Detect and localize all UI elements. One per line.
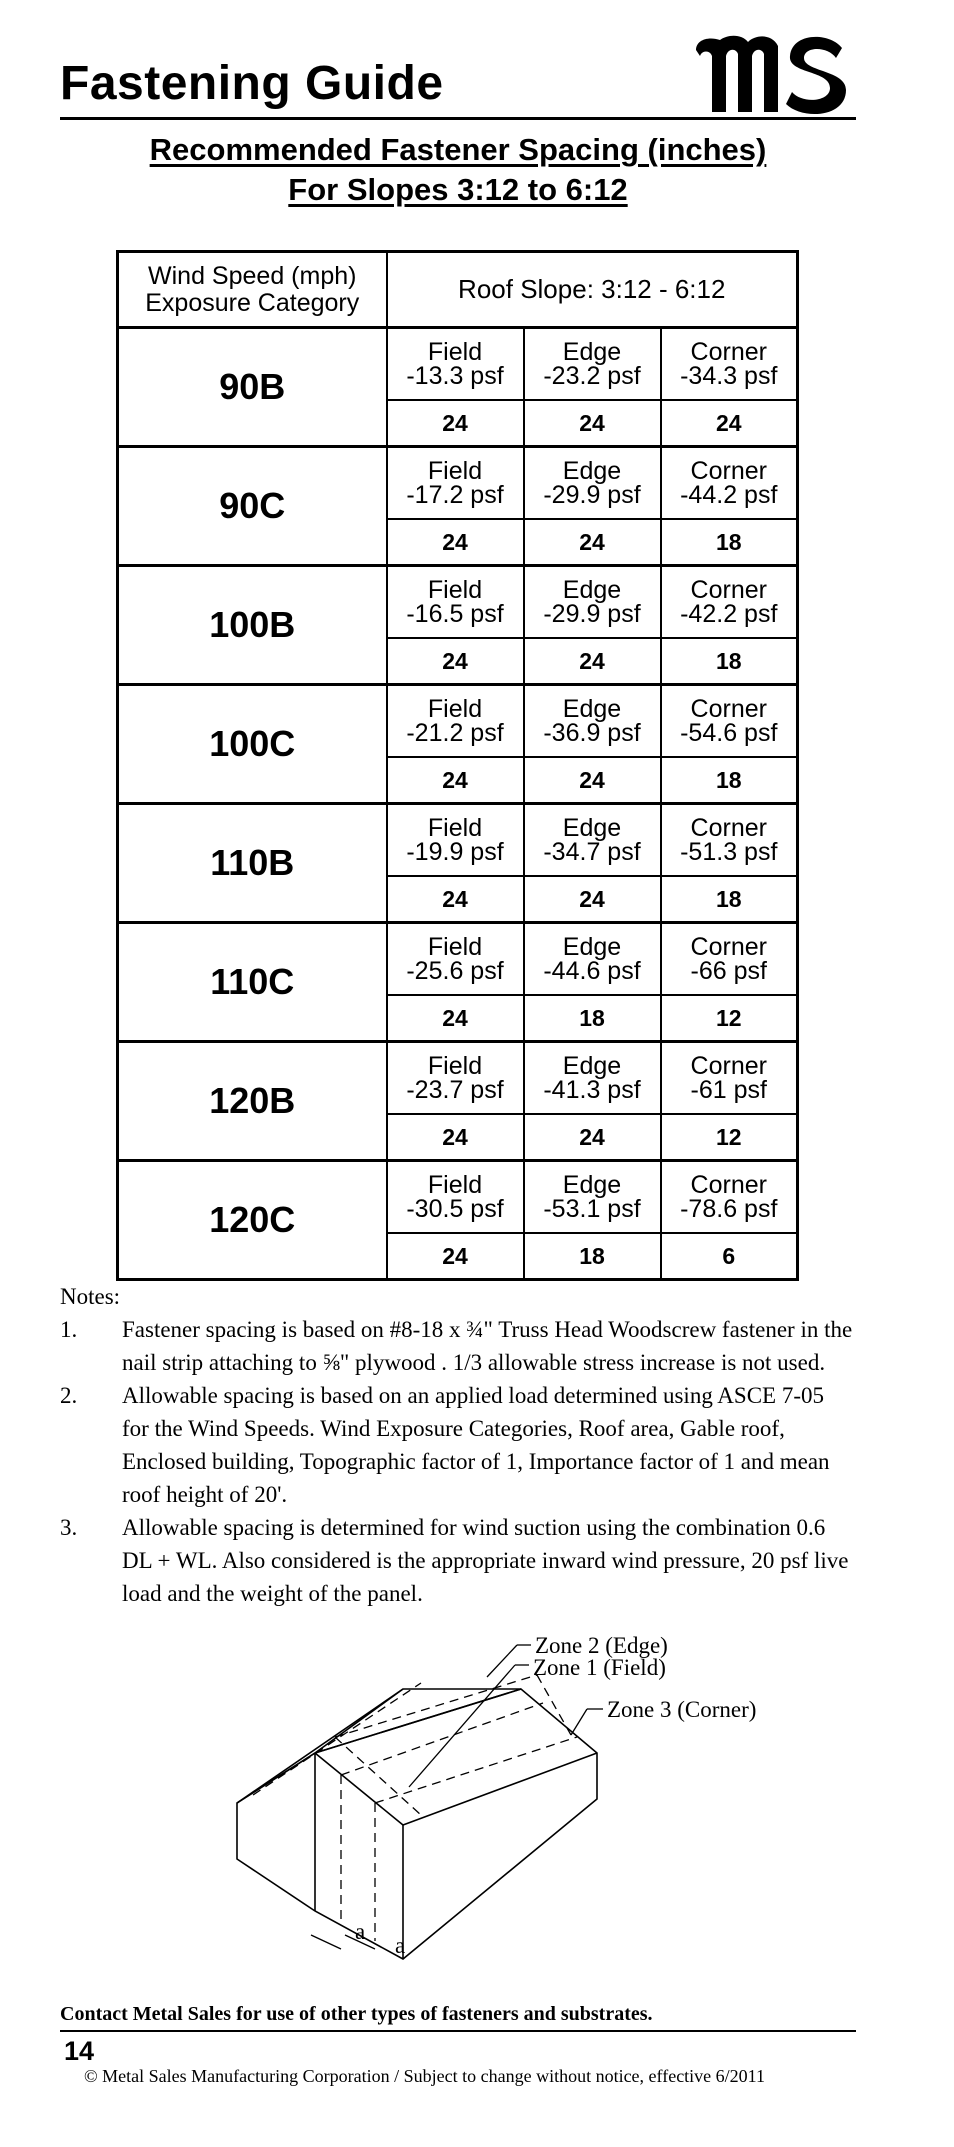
- note-item: [60, 1511, 856, 1610]
- zone-pressure-cell: [661, 685, 798, 758]
- zone-pressure: -25.6 psf: [406, 957, 504, 985]
- fastener-spacing-table: [116, 250, 799, 1281]
- zone-pressure: -13.3 psf: [406, 362, 504, 390]
- zone-name: Field: [427, 1052, 483, 1080]
- zone-pressure-cell: [661, 328, 798, 401]
- header-roof-slope: Roof Slope: 3:12 - 6:12: [387, 252, 798, 328]
- zone-pressure-cell: [661, 923, 798, 996]
- spacing-value-cell: 12: [661, 1114, 798, 1161]
- zone-name: Corner: [690, 1052, 767, 1080]
- spacing-value-cell: 18: [661, 876, 798, 923]
- zone-3-label: Zone 3 (Corner): [607, 1697, 757, 1722]
- zone-pressure-cell: [387, 447, 524, 520]
- wind-exposure-cell: 100C: [118, 685, 387, 804]
- wind-exposure-cell: 90B: [118, 328, 387, 447]
- zone-pressure-cell: [661, 1161, 798, 1234]
- zone-pressure: -34.3 psf: [680, 362, 778, 390]
- zone-name: Edge: [562, 1171, 622, 1199]
- dimension-a-right: a: [395, 1933, 406, 1958]
- zone-name: Field: [427, 695, 483, 723]
- zone-2-label: Zone 2 (Edge): [535, 1635, 668, 1658]
- spacing-value-cell: 18: [661, 519, 798, 566]
- zone-pressure-cell: [387, 923, 524, 996]
- contact-note: Contact Metal Sales for use of other types of fasteners and substrates.: [60, 2003, 653, 2025]
- page-title: Fastening Guide: [60, 57, 444, 110]
- spacing-value-cell: 18: [524, 995, 661, 1042]
- zone-name: Field: [427, 457, 483, 485]
- wind-exposure-cell: 120B: [118, 1042, 387, 1161]
- spacing-value-cell: 24: [387, 1114, 524, 1161]
- subtitle-line-1: Recommended Fastener Spacing (inches): [149, 132, 767, 167]
- zone-pressure: -66 psf: [690, 957, 767, 985]
- dimension-a-left: a: [355, 1919, 366, 1944]
- wind-exposure-cell: 100B: [118, 566, 387, 685]
- spacing-value-cell: 24: [387, 995, 524, 1042]
- spacing-value-cell: 24: [387, 519, 524, 566]
- zone-pressure: -29.9 psf: [543, 600, 641, 628]
- zone-name: Edge: [562, 933, 622, 961]
- header-wind-speed: [118, 252, 387, 328]
- wind-exposure-cell: 120C: [118, 1161, 387, 1280]
- zone-pressure-cell: [387, 328, 524, 401]
- zone-pressure-row: [118, 447, 798, 520]
- zone-name: Corner: [690, 695, 767, 723]
- note-number: 1.: [60, 1317, 78, 1342]
- zone-name: Edge: [562, 457, 622, 485]
- zone-name: Edge: [562, 576, 622, 604]
- spacing-value-cell: 24: [524, 757, 661, 804]
- header-wind-line-1: Wind Speed (mph): [148, 261, 357, 290]
- spacing-value-cell: 18: [661, 757, 798, 804]
- zone-pressure: -78.6 psf: [680, 1195, 778, 1223]
- zone-pressure: -19.9 psf: [406, 838, 504, 866]
- zone-name: Field: [427, 576, 483, 604]
- zone-pressure-row: [118, 566, 798, 639]
- spacing-value-cell: 24: [387, 1233, 524, 1280]
- zone-pressure-row: [118, 328, 798, 401]
- zone-pressure-cell: [524, 447, 661, 520]
- zone-pressure-cell: [387, 804, 524, 877]
- zone-pressure-cell: [387, 685, 524, 758]
- zone-pressure: -16.5 psf: [406, 600, 504, 628]
- zone-pressure-cell: [661, 1042, 798, 1115]
- zone-pressure-row: [118, 1161, 798, 1234]
- zone-pressure-cell: [524, 328, 661, 401]
- zone-pressure: -23.2 psf: [543, 362, 641, 390]
- zone-pressure-row: [118, 1042, 798, 1115]
- spacing-value-cell: 18: [661, 638, 798, 685]
- page-number: 14: [64, 2036, 95, 2066]
- zone-name: Field: [427, 933, 483, 961]
- note-item: [60, 1379, 856, 1511]
- zone-pressure: -54.6 psf: [680, 719, 778, 747]
- wind-exposure-cell: 110B: [118, 804, 387, 923]
- footer-divider: [60, 2030, 856, 2032]
- spacing-value-cell: 24: [524, 519, 661, 566]
- zone-pressure: -21.2 psf: [406, 719, 504, 747]
- zone-pressure: -17.2 psf: [406, 481, 504, 509]
- header-divider: [60, 117, 856, 120]
- zone-pressure: -44.2 psf: [680, 481, 778, 509]
- zone-pressure: -61 psf: [690, 1076, 767, 1104]
- spacing-value-cell: 24: [387, 400, 524, 447]
- spacing-value-cell: 24: [661, 400, 798, 447]
- wind-exposure-cell: 110C: [118, 923, 387, 1042]
- wind-exposure-cell: 90C: [118, 447, 387, 566]
- spacing-value-cell: 18: [524, 1233, 661, 1280]
- spacing-value-cell: 24: [524, 1114, 661, 1161]
- zone-pressure-cell: [387, 1042, 524, 1115]
- zone-name: Corner: [690, 338, 767, 366]
- note-text: Allowable spacing is determined for wind suction using the combination 0.6 DL + WL. Also considered is the appropriate inward wind pressure, 20 psf live load and the weight of the panel.: [122, 1515, 849, 1606]
- zone-name: Corner: [690, 457, 767, 485]
- zone-name: Edge: [562, 1052, 622, 1080]
- zone-pressure: -23.7 psf: [406, 1076, 504, 1104]
- zone-name: Edge: [562, 338, 622, 366]
- notes-section: [60, 1280, 856, 1610]
- zone-name: Edge: [562, 814, 622, 842]
- spacing-value-cell: 24: [524, 400, 661, 447]
- zone-pressure: -51.3 psf: [680, 838, 778, 866]
- zone-pressure-cell: [524, 566, 661, 639]
- spacing-value-cell: 6: [661, 1233, 798, 1280]
- zone-pressure-row: [118, 923, 798, 996]
- zone-name: Corner: [690, 576, 767, 604]
- copyright: © Metal Sales Manufacturing Corporation / Subject to change without notice, effective 6/2011: [84, 2066, 766, 2086]
- zone-name: Corner: [690, 814, 767, 842]
- spacing-value-cell: 24: [387, 638, 524, 685]
- spacing-value-cell: 24: [387, 876, 524, 923]
- note-number: 3.: [60, 1515, 78, 1540]
- zone-pressure: -34.7 psf: [543, 838, 641, 866]
- note-item: [60, 1313, 856, 1379]
- zone-pressure-cell: [524, 685, 661, 758]
- zone-pressure-cell: [661, 447, 798, 520]
- zone-name: Field: [427, 338, 483, 366]
- zone-pressure: -36.9 psf: [543, 719, 641, 747]
- zone-pressure-cell: [524, 804, 661, 877]
- zone-pressure-row: [118, 685, 798, 758]
- zone-pressure-row: [118, 804, 798, 877]
- zone-pressure-cell: [661, 566, 798, 639]
- zone-name: Field: [427, 814, 483, 842]
- zone-pressure-cell: [524, 1161, 661, 1234]
- note-text: Allowable spacing is based on an applied load determined using ASCE 7-05 for the Wind Speeds. Wind Exposure Categories, Roof area, Gable roof, Enclosed building, Topographic factor of 1, Importance factor of 1 and mean roof height of 20'.: [122, 1383, 830, 1507]
- zone-name: Edge: [562, 695, 622, 723]
- subtitle-line-2: For Slopes 3:12 to 6:12: [288, 172, 628, 207]
- note-text: Fastener spacing is based on #8-18 x ¾" Truss Head Woodscrew fastener in the nail strip attaching to ⅝" plywood . 1/3 allowable stress increase is not used.: [122, 1317, 853, 1375]
- spacing-value-cell: 12: [661, 995, 798, 1042]
- zone-pressure: -41.3 psf: [543, 1076, 641, 1104]
- spacing-value-cell: 24: [524, 638, 661, 685]
- header-wind-line-2: Exposure Category: [145, 288, 360, 317]
- zone-pressure: -29.9 psf: [543, 481, 641, 509]
- zone-name: Field: [427, 1171, 483, 1199]
- spacing-value-cell: 24: [387, 757, 524, 804]
- notes-title: Notes:: [60, 1284, 121, 1309]
- zone-pressure: -44.6 psf: [543, 957, 641, 985]
- zone-name: Corner: [690, 933, 767, 961]
- zone-pressure-cell: [387, 566, 524, 639]
- zone-pressure: -30.5 psf: [406, 1195, 504, 1223]
- zone-name: Corner: [690, 1171, 767, 1199]
- zone-1-label: Zone 1 (Field): [533, 1655, 666, 1680]
- note-number: 2.: [60, 1383, 78, 1408]
- zone-pressure-cell: [524, 1042, 661, 1115]
- zone-pressure-cell: [524, 923, 661, 996]
- spacing-value-cell: 24: [524, 876, 661, 923]
- zone-pressure-cell: [387, 1161, 524, 1234]
- zone-pressure: -42.2 psf: [680, 600, 778, 628]
- roof-zone-diagram: [225, 1635, 825, 1975]
- ms-logo: [690, 30, 850, 118]
- zone-pressure-cell: [661, 804, 798, 877]
- zone-pressure: -53.1 psf: [543, 1195, 641, 1223]
